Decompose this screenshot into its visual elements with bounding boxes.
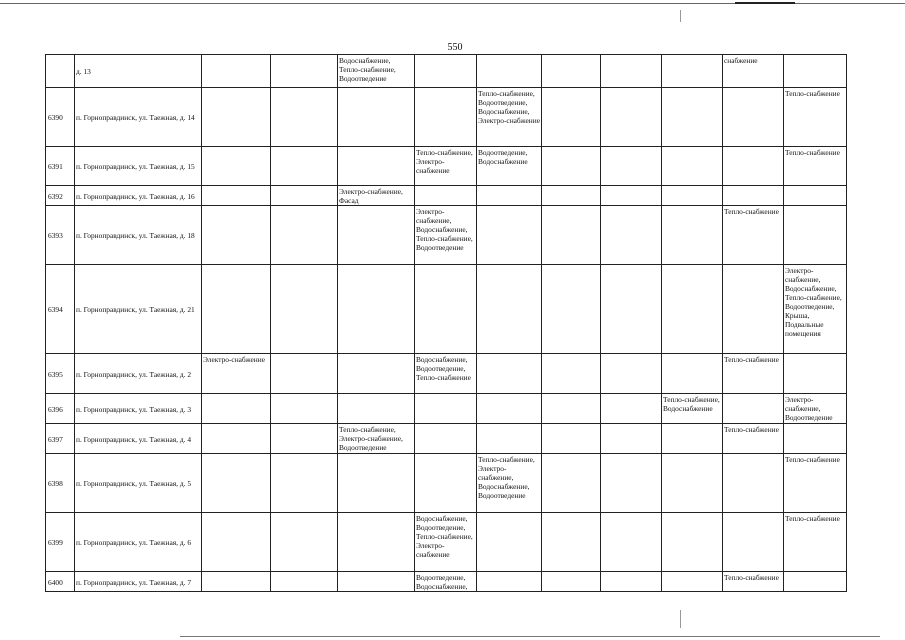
work-type-cell	[542, 454, 601, 513]
work-type-cell	[542, 394, 601, 424]
row-number-cell: 6390	[46, 88, 75, 147]
work-type-cell	[477, 513, 542, 572]
work-type-cell	[542, 206, 601, 265]
work-type-cell	[723, 513, 784, 572]
row-number-cell: 6393	[46, 206, 75, 265]
table-row	[46, 513, 847, 572]
work-type-cell	[338, 265, 415, 354]
work-type-cell	[542, 354, 601, 394]
work-type-cell	[723, 88, 784, 147]
work-type-cell	[601, 186, 662, 206]
row-number-cell: 6399	[46, 513, 75, 572]
table-row	[46, 394, 847, 424]
work-type-cell: Тепло-снабжение	[723, 354, 784, 394]
work-type-cell	[723, 265, 784, 354]
address-cell: п. Горноправдинск, ул. Таежная, д. 14	[75, 88, 202, 147]
address-cell: п. Горноправдинск, ул. Таежная, д. 18	[75, 206, 202, 265]
table-row	[46, 206, 847, 265]
work-type-cell: Тепло-снабжение, Электро-снабжение, Водоотведение	[338, 424, 415, 454]
work-type-cell	[477, 424, 542, 454]
work-type-cell: Водоснабжение, Тепло-снабжение, Водоотведение	[338, 55, 415, 88]
work-type-cell	[601, 88, 662, 147]
page-number: 550	[447, 42, 463, 53]
work-type-cell	[415, 454, 477, 513]
address-cell: п. Горноправдинск, ул. Таежная, д. 3	[75, 394, 202, 424]
work-type-cell	[202, 88, 271, 147]
work-type-cell	[271, 186, 338, 206]
work-type-cell	[415, 265, 477, 354]
work-type-cell	[723, 147, 784, 186]
work-type-cell	[415, 186, 477, 206]
work-type-cell	[415, 55, 477, 88]
scan-edge-top-dark	[735, 2, 795, 4]
work-type-cell	[271, 513, 338, 572]
row-number-cell	[46, 55, 75, 88]
work-type-cell	[477, 572, 542, 592]
work-type-cell: Тепло-снабжение, Водоотведение, Водоснабжение, Электро-снабжение	[477, 88, 542, 147]
work-type-cell: Тепло-снабжение	[723, 206, 784, 265]
work-type-cell	[271, 572, 338, 592]
work-type-cell: Тепло-снабжение	[723, 572, 784, 592]
work-type-cell	[477, 206, 542, 265]
work-type-cell	[784, 55, 847, 88]
work-type-cell	[723, 454, 784, 513]
work-type-cell	[542, 513, 601, 572]
work-type-cell	[338, 572, 415, 592]
work-type-cell	[601, 206, 662, 265]
work-type-cell	[477, 265, 542, 354]
work-type-cell	[202, 424, 271, 454]
address-cell: п. Горноправдинск, ул. Таежная, д. 6	[75, 513, 202, 572]
scan-mark-right	[680, 10, 681, 22]
table-row	[46, 424, 847, 454]
work-type-cell	[601, 147, 662, 186]
work-type-cell: Электро-снабжение, Водоотведение	[784, 394, 847, 424]
address-cell: п. Горноправдинск, ул. Таежная, д. 7	[75, 572, 202, 592]
work-type-cell: Водоотведение, Водоснабжение,	[415, 572, 477, 592]
work-type-cell	[271, 147, 338, 186]
work-type-cell	[542, 186, 601, 206]
table-row	[46, 88, 847, 147]
work-type-cell	[601, 454, 662, 513]
address-cell: д. 13	[75, 55, 202, 88]
work-type-cell	[338, 394, 415, 424]
work-type-cell	[723, 186, 784, 206]
work-type-cell	[601, 513, 662, 572]
work-type-cell	[723, 394, 784, 424]
work-type-cell	[415, 88, 477, 147]
work-type-cell	[662, 513, 723, 572]
table-row	[46, 265, 847, 354]
row-number-cell: 6400	[46, 572, 75, 592]
work-type-cell	[415, 424, 477, 454]
work-type-cell	[784, 206, 847, 265]
work-type-cell	[477, 55, 542, 88]
work-type-cell: Тепло-снабжение	[784, 513, 847, 572]
work-type-cell	[271, 206, 338, 265]
work-type-cell	[271, 394, 338, 424]
work-type-cell	[662, 424, 723, 454]
row-number-cell: 6397	[46, 424, 75, 454]
work-type-cell: Водоотведение, Водоснабжение	[477, 147, 542, 186]
work-type-cell	[601, 265, 662, 354]
table-row	[46, 354, 847, 394]
work-type-cell	[662, 147, 723, 186]
address-cell: п. Горноправдинск, ул. Таежная, д. 16	[75, 186, 202, 206]
work-type-cell	[338, 147, 415, 186]
work-type-cell: Тепло-снабжение, Водоснабжение	[662, 394, 723, 424]
work-type-cell	[271, 454, 338, 513]
work-type-cell	[662, 88, 723, 147]
scan-mark-right-2	[680, 610, 681, 628]
work-type-cell	[784, 186, 847, 206]
scan-edge-bottom	[180, 636, 880, 637]
table-row	[46, 572, 847, 592]
work-type-cell	[338, 88, 415, 147]
work-type-cell	[477, 186, 542, 206]
work-type-cell	[542, 424, 601, 454]
work-type-cell: Тепло-снабжение	[784, 147, 847, 186]
work-type-cell	[601, 354, 662, 394]
work-type-cell	[662, 55, 723, 88]
work-type-cell	[202, 513, 271, 572]
row-number-cell: 6391	[46, 147, 75, 186]
address-cell: п. Горноправдинск, ул. Таежная, д. 5	[75, 454, 202, 513]
work-type-cell	[477, 354, 542, 394]
work-type-cell	[784, 354, 847, 394]
row-number-cell: 6394	[46, 265, 75, 354]
work-type-cell	[271, 354, 338, 394]
work-type-cell: Электро-снабжение, Водоснабжение, Тепло-снабжение, Водоотведение, Крыша, Подвальные помещения	[784, 265, 847, 354]
work-type-cell	[338, 354, 415, 394]
work-type-cell	[601, 572, 662, 592]
work-type-cell	[542, 147, 601, 186]
work-type-cell	[271, 88, 338, 147]
work-type-cell	[784, 572, 847, 592]
work-type-cell	[202, 454, 271, 513]
work-type-cell	[601, 394, 662, 424]
address-cell: п. Горноправдинск, ул. Таежная, д. 15	[75, 147, 202, 186]
work-type-cell: Электро-снабжение, Фасад	[338, 186, 415, 206]
work-type-cell	[202, 186, 271, 206]
table-row	[46, 55, 847, 88]
work-type-cell	[542, 88, 601, 147]
table-row	[46, 147, 847, 186]
work-type-cell	[271, 424, 338, 454]
work-type-cell	[662, 265, 723, 354]
work-type-cell	[202, 265, 271, 354]
work-type-cell: Водоснабжение, Водоотведение, Тепло-снабжение, Электро-снабжение	[415, 513, 477, 572]
work-type-cell	[415, 394, 477, 424]
row-number-cell: 6396	[46, 394, 75, 424]
work-type-cell	[202, 147, 271, 186]
address-cell: п. Горноправдинск, ул. Таежная, д. 4	[75, 424, 202, 454]
registry-table	[45, 54, 847, 592]
work-type-cell	[271, 265, 338, 354]
work-type-cell	[662, 454, 723, 513]
work-type-cell	[601, 55, 662, 88]
work-type-cell	[662, 572, 723, 592]
work-type-cell	[542, 572, 601, 592]
work-type-cell	[271, 55, 338, 88]
work-type-cell: Водоснабжение, Водоотведение, Тепло-снабжение	[415, 354, 477, 394]
work-type-cell	[202, 55, 271, 88]
work-type-cell: Электро-снабжение, Водоснабжение, Тепло-снабжение, Водоотведение	[415, 206, 477, 265]
work-type-cell: Тепло-снабжение, Электро-снабжение, Водоснабжение, Водоотведение	[477, 454, 542, 513]
work-type-cell	[338, 454, 415, 513]
address-cell: п. Горноправдинск, ул. Таежная, д. 2	[75, 354, 202, 394]
work-type-cell	[202, 206, 271, 265]
work-type-cell	[202, 572, 271, 592]
work-type-cell	[542, 265, 601, 354]
row-number-cell: 6395	[46, 354, 75, 394]
row-number-cell: 6392	[46, 186, 75, 206]
work-type-cell: Тепло-снабжение, Электро-снабжение	[415, 147, 477, 186]
work-type-cell: Тепло-снабжение	[723, 424, 784, 454]
work-type-cell: Тепло-снабжение	[784, 88, 847, 147]
work-type-cell: Тепло-снабжение	[784, 454, 847, 513]
work-type-cell	[784, 424, 847, 454]
work-type-cell	[202, 394, 271, 424]
work-type-cell	[662, 354, 723, 394]
table-row	[46, 454, 847, 513]
work-type-cell	[662, 206, 723, 265]
work-type-cell	[338, 206, 415, 265]
work-type-cell	[601, 424, 662, 454]
work-type-cell: снабжение	[723, 55, 784, 88]
address-cell: п. Горноправдинск, ул. Таежная, д. 21	[75, 265, 202, 354]
row-number-cell: 6398	[46, 454, 75, 513]
work-type-cell	[338, 513, 415, 572]
work-type-cell	[542, 55, 601, 88]
work-type-cell	[662, 186, 723, 206]
table-row	[46, 186, 847, 206]
work-type-cell	[477, 394, 542, 424]
work-type-cell: Электро-снабжение	[202, 354, 271, 394]
